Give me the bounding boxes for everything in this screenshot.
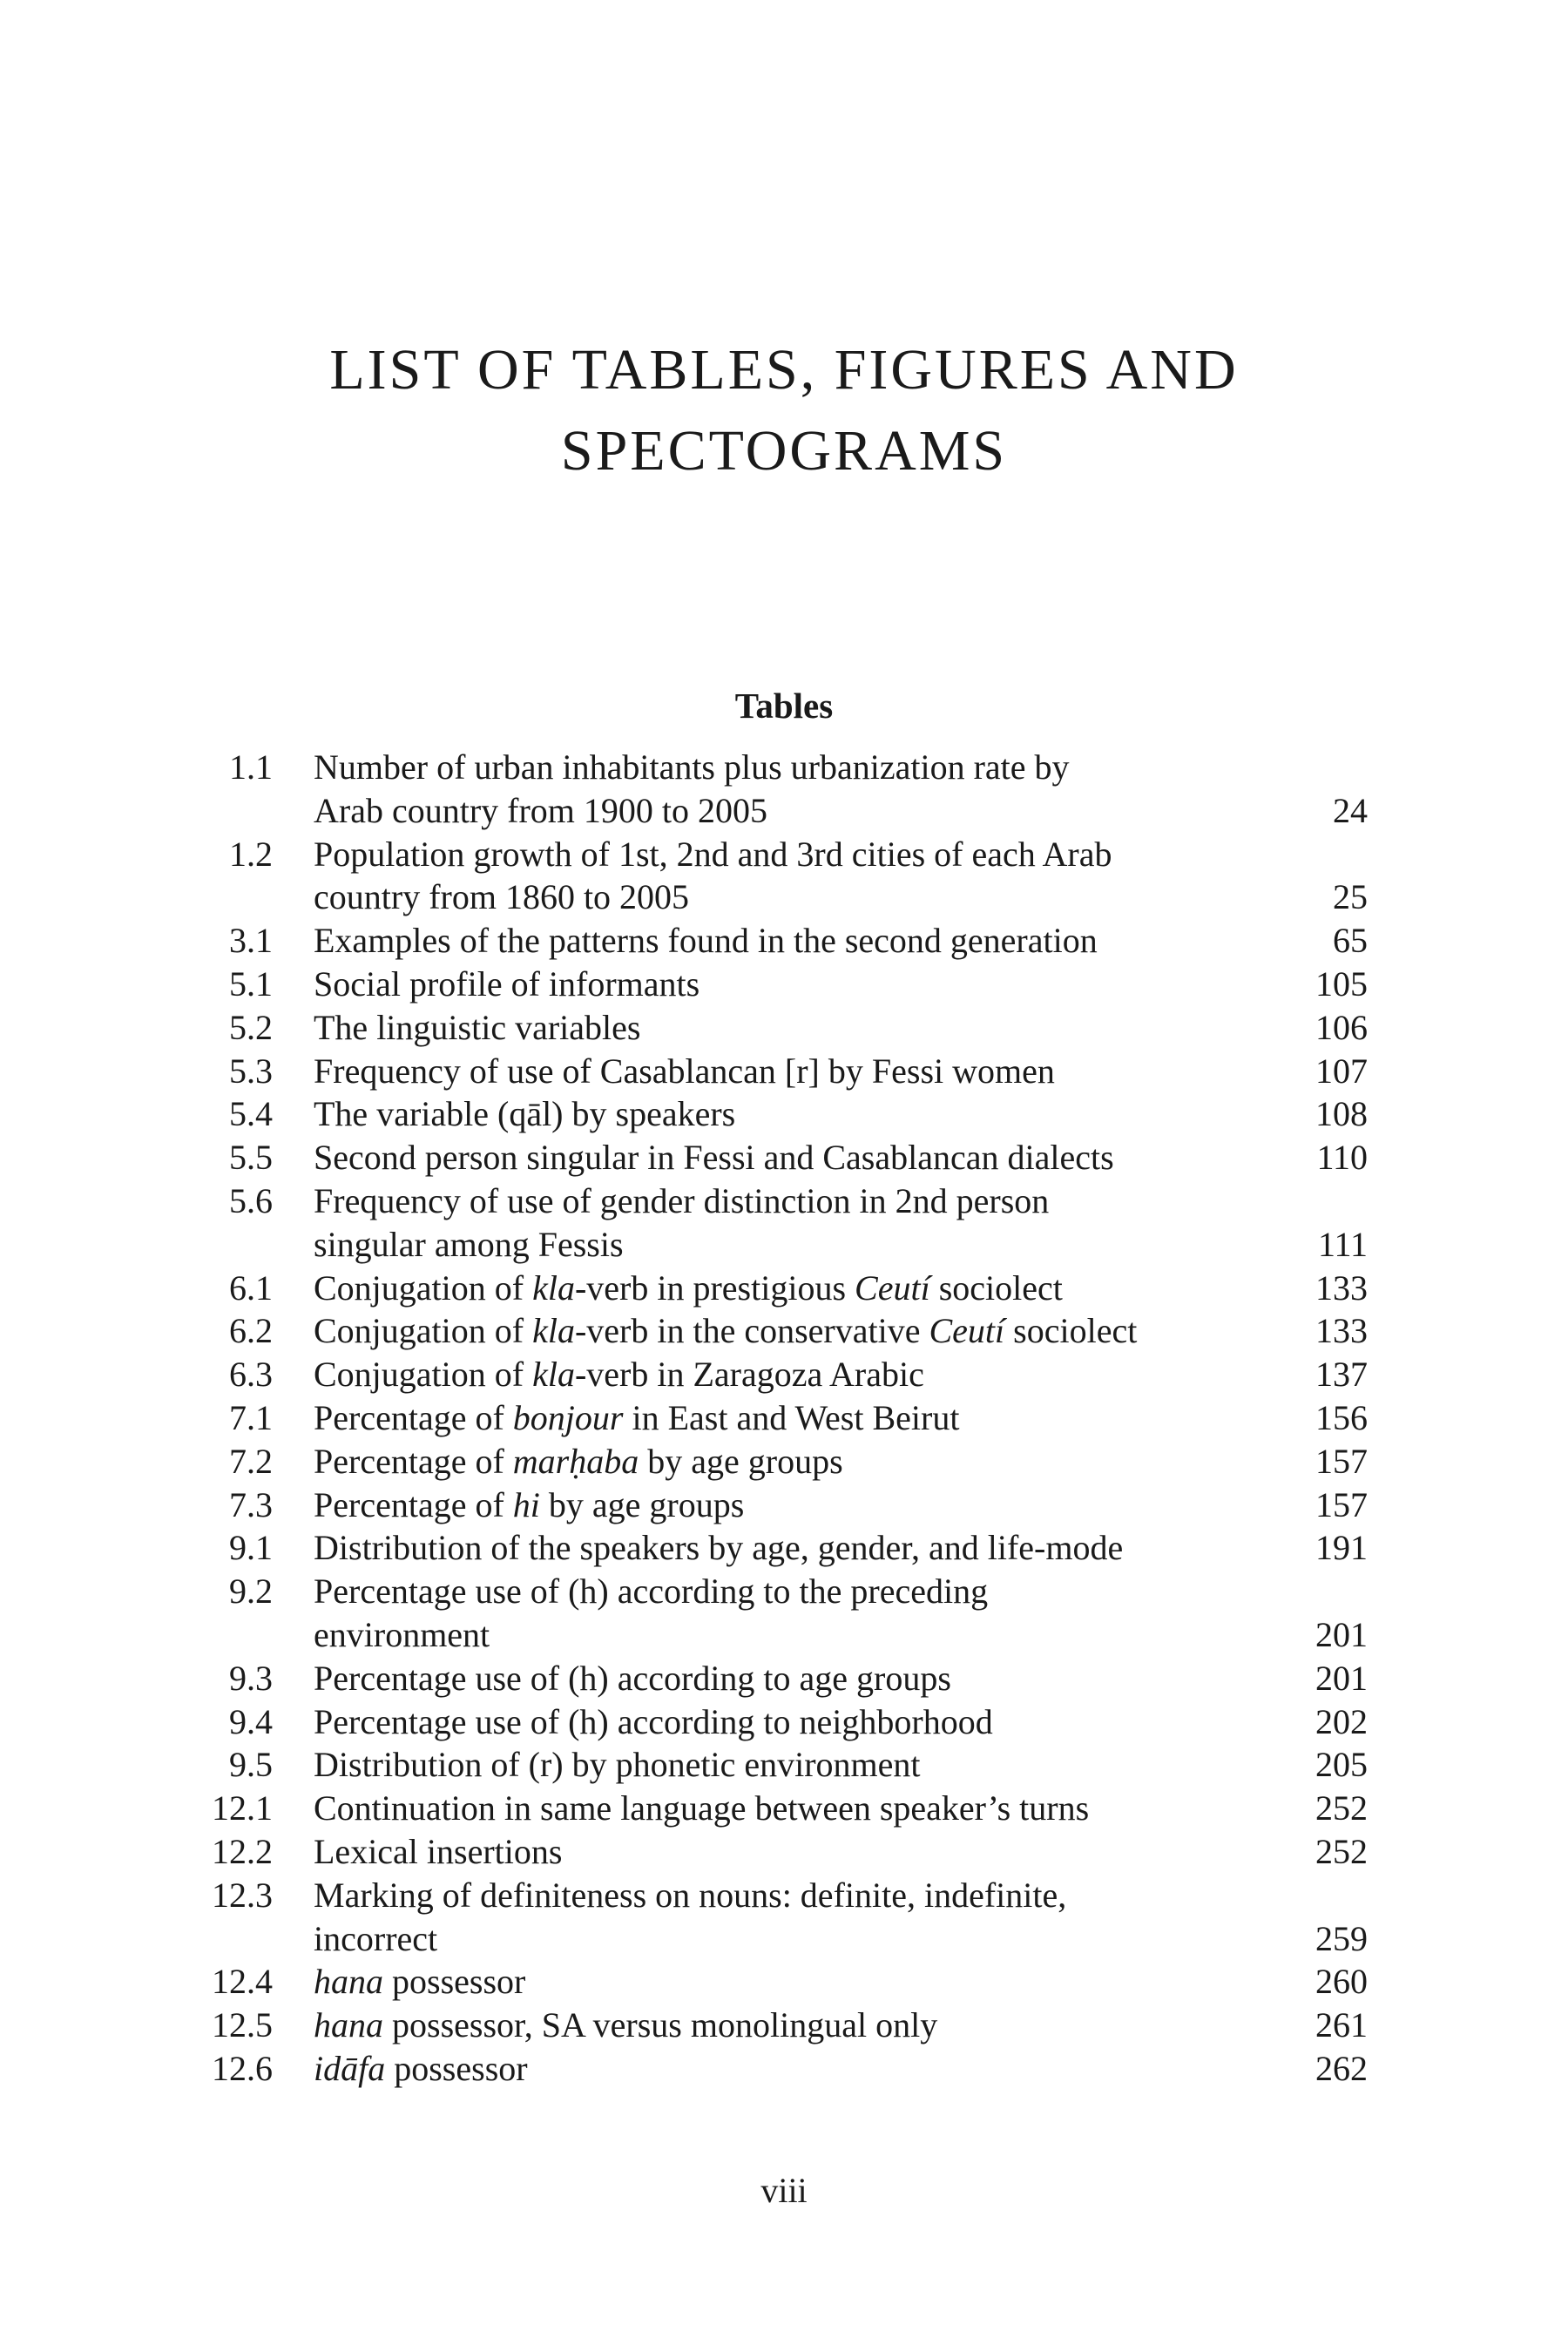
entry-title-line	[314, 1440, 1246, 1484]
italic-term: hana	[314, 2005, 383, 2045]
entry-page-number: 156	[1315, 1397, 1368, 1437]
entry-number: 12.5	[212, 2005, 273, 2045]
italic-term: kla	[532, 1355, 575, 1395]
table-entry	[0, 963, 1568, 1006]
entry-page-number: 107	[1315, 1051, 1368, 1091]
table-entry	[0, 1700, 1568, 1744]
entry-page-number: 65	[1333, 921, 1368, 961]
table-entry	[0, 1484, 1568, 1527]
section-heading-tables: Tables	[734, 686, 834, 726]
entry-title	[314, 1050, 1246, 1093]
entry-title-line	[314, 2004, 1246, 2047]
entry-page-number: 205	[1315, 1745, 1368, 1785]
entry-page-number: 252	[1315, 1788, 1368, 1828]
entry-title	[314, 1874, 1246, 1961]
entry-text: by age groups	[539, 1484, 745, 1524]
entry-page-number: 133	[1315, 1267, 1368, 1308]
entry-page-number: 111	[1317, 1224, 1368, 1264]
entry-title-line	[314, 2047, 1246, 2091]
entry-text: by age groups	[639, 1441, 843, 1481]
entry-title-line: Social profile of informants	[314, 963, 700, 1004]
entry-page-number: 191	[1315, 1528, 1368, 1568]
entry-number: 7.3	[229, 1484, 273, 1524]
table-entry	[0, 1179, 1568, 1267]
entry-page-number: 262	[1315, 2048, 1368, 2088]
italic-term: Ceutí	[929, 1311, 1005, 1351]
entry-page-number: 201	[1315, 1614, 1368, 1654]
table-entry	[0, 1830, 1568, 1874]
table-entry	[0, 1309, 1568, 1353]
entry-title-line: Population growth of 1st, 2nd and 3rd cities of each Arab	[314, 834, 1112, 874]
table-list	[0, 746, 1568, 2091]
entry-page-number: 137	[1315, 1355, 1368, 1395]
entry-title	[314, 1440, 1246, 1484]
entry-title-line	[314, 1353, 1246, 1396]
table-entry	[0, 1743, 1568, 1787]
table-entry	[0, 1006, 1568, 1050]
entry-title	[314, 1787, 1246, 1830]
entry-text: Conjugation of	[314, 1355, 533, 1395]
italic-term: bonjour	[512, 1397, 624, 1437]
entry-title	[314, 1830, 1246, 1874]
entry-title-line: Arab country from 1900 to 2005	[314, 790, 768, 830]
entry-number: 6.3	[229, 1355, 273, 1395]
entry-number: 6.2	[229, 1311, 273, 1351]
entry-number: 7.1	[229, 1397, 273, 1437]
entry-title	[314, 1136, 1246, 1179]
entry-number: 12.6	[212, 2048, 273, 2088]
italic-term: kla	[532, 1311, 575, 1351]
entry-page-number: 157	[1315, 1441, 1368, 1481]
table-entry	[0, 1396, 1568, 1440]
entry-title-line	[314, 1267, 1246, 1310]
table-entry	[0, 1440, 1568, 1484]
italic-term: marḥaba	[512, 1441, 639, 1481]
table-entry	[0, 1136, 1568, 1179]
table-entry	[0, 1353, 1568, 1396]
page-title	[0, 329, 1568, 491]
entry-title-line: incorrect	[314, 1918, 438, 1958]
entry-title-line: Number of urban inhabitants plus urbanization rate by	[314, 747, 1070, 787]
entry-title-line: Second person singular in Fessi and Casablancan dialects	[314, 1138, 1114, 1178]
italic-term: kla	[532, 1267, 575, 1308]
entry-text: possessor, SA versus monolingual only	[383, 2005, 938, 2045]
entry-title	[314, 1743, 1246, 1787]
entry-title-line: Examples of the patterns found in the second generation	[314, 921, 1098, 961]
entry-title-line: Continuation in same language between speaker’s turns	[314, 1788, 1090, 1828]
page-title-line-1: LIST OF TABLES, FIGURES AND	[329, 338, 1239, 402]
entry-number: 5.3	[229, 1051, 273, 1091]
entry-page-number: 108	[1315, 1094, 1368, 1134]
italic-term: Ceutí	[855, 1267, 930, 1308]
entry-number: 1.2	[229, 834, 273, 874]
entry-number: 5.1	[229, 963, 273, 1004]
entry-text: possessor	[385, 2048, 528, 2088]
entry-title-line: Percentage use of (h) according to the preceding	[314, 1571, 989, 1612]
entry-number: 9.3	[229, 1658, 273, 1698]
entry-text: Percentage of	[314, 1397, 513, 1437]
entry-page-number: 259	[1315, 1918, 1368, 1958]
entry-title-line: singular among Fessis	[314, 1224, 624, 1264]
entry-title	[314, 746, 1246, 833]
entry-text: Percentage of	[314, 1441, 513, 1481]
entry-title-line: Lexical insertions	[314, 1831, 563, 1871]
table-entry	[0, 1787, 1568, 1830]
entry-title-line: Percentage use of (h) according to neighborhood	[314, 1701, 993, 1741]
entry-number: 1.1	[229, 747, 273, 787]
page-folio: viii	[760, 2171, 808, 2210]
table-entry	[0, 746, 1568, 833]
entry-title	[314, 1570, 1246, 1657]
entry-title	[314, 1353, 1246, 1396]
entry-text: sociolect	[929, 1267, 1063, 1308]
entry-text: possessor	[383, 1962, 526, 2002]
entry-number: 5.6	[229, 1180, 273, 1220]
table-entry	[0, 919, 1568, 963]
entry-title-line: Marking of definiteness on nouns: definite, indefinite,	[314, 1875, 1067, 1915]
italic-term: hana	[314, 1962, 383, 2002]
entry-title	[314, 1179, 1246, 1267]
entry-page-number: 110	[1316, 1138, 1368, 1178]
entry-number: 5.4	[229, 1094, 273, 1134]
italic-term: idāfa	[314, 2048, 386, 2088]
entry-number: 12.1	[212, 1788, 273, 1828]
entry-title	[314, 2004, 1246, 2047]
entry-title-line: Frequency of use of Casablancan [r] by Fessi women	[314, 1051, 1055, 1091]
entry-title	[314, 1267, 1246, 1310]
entry-title	[314, 1396, 1246, 1440]
entry-number: 6.1	[229, 1267, 273, 1308]
entry-page-number: 133	[1315, 1311, 1368, 1351]
table-entry	[0, 2047, 1568, 2091]
entry-title-line: Distribution of (r) by phonetic environment	[314, 1745, 921, 1785]
table-entry	[0, 833, 1568, 920]
entry-title-line: Distribution of the speakers by age, gender, and life-mode	[314, 1528, 1124, 1568]
entry-page-number: 106	[1315, 1007, 1368, 1047]
entry-text: sociolect	[1004, 1311, 1138, 1351]
entry-title-line: Frequency of use of gender distinction in 2nd person	[314, 1180, 1050, 1220]
entry-title	[314, 1657, 1246, 1700]
table-entry	[0, 1092, 1568, 1136]
entry-title	[314, 833, 1246, 920]
entry-number: 12.4	[212, 1962, 273, 2002]
entry-number: 9.1	[229, 1528, 273, 1568]
table-entry	[0, 2004, 1568, 2047]
entry-title-line: country from 1860 to 2005	[314, 877, 690, 917]
entry-title-line: The variable (qāl) by speakers	[314, 1094, 736, 1134]
entry-number: 3.1	[229, 921, 273, 961]
entry-number: 12.2	[212, 1831, 273, 1871]
entry-text: Conjugation of	[314, 1267, 533, 1308]
entry-number: 9.4	[229, 1701, 273, 1741]
entry-title	[314, 1484, 1246, 1527]
entry-page-number: 24	[1333, 790, 1368, 830]
entry-page-number: 201	[1315, 1658, 1368, 1698]
entry-text: Percentage of	[314, 1484, 513, 1524]
table-entry	[0, 1874, 1568, 1961]
entry-number: 5.2	[229, 1007, 273, 1047]
entry-text: Conjugation of	[314, 1311, 533, 1351]
entry-page-number: 25	[1333, 877, 1368, 917]
table-entry	[0, 1657, 1568, 1700]
entry-title-line	[314, 1484, 1246, 1527]
entry-number: 9.2	[229, 1571, 273, 1612]
entry-number: 5.5	[229, 1138, 273, 1178]
entry-title-line	[314, 1960, 1246, 2004]
table-entry	[0, 1960, 1568, 2004]
entry-title-line: The linguistic variables	[314, 1007, 641, 1047]
entry-title	[314, 1309, 1246, 1353]
table-entry	[0, 1526, 1568, 1570]
entry-text: -verb in prestigious	[574, 1267, 855, 1308]
entry-page-number: 157	[1315, 1484, 1368, 1524]
entry-text: -verb in Zaragoza Arabic	[574, 1355, 924, 1395]
page-title-line-2: SPECTOGRAMS	[560, 419, 1008, 483]
entry-number: 7.2	[229, 1441, 273, 1481]
entry-page-number: 260	[1315, 1962, 1368, 2002]
table-entry	[0, 1570, 1568, 1657]
entry-title	[314, 1700, 1246, 1744]
table-entry	[0, 1050, 1568, 1093]
entry-title	[314, 1006, 1246, 1050]
entry-text: -verb in the conservative	[574, 1311, 929, 1351]
entry-text: in East and West Beirut	[623, 1397, 960, 1437]
entry-title-line: environment	[314, 1614, 490, 1654]
entry-page-number: 252	[1315, 1831, 1368, 1871]
entry-number: 12.3	[212, 1875, 273, 1915]
entry-title	[314, 1960, 1246, 2004]
italic-term: hi	[512, 1484, 540, 1524]
entry-page-number: 105	[1315, 963, 1368, 1004]
entry-page-number: 202	[1315, 1701, 1368, 1741]
entry-title-line: Percentage use of (h) according to age groups	[314, 1658, 951, 1698]
entry-title	[314, 2047, 1246, 2091]
entry-title	[314, 919, 1246, 963]
entry-title	[314, 963, 1246, 1006]
table-entry	[0, 1267, 1568, 1310]
entry-page-number: 261	[1315, 2005, 1368, 2045]
entry-title-line	[314, 1309, 1246, 1353]
entry-title	[314, 1526, 1246, 1570]
entry-title-line	[314, 1396, 1246, 1440]
entry-number: 9.5	[229, 1745, 273, 1785]
entry-title	[314, 1092, 1246, 1136]
